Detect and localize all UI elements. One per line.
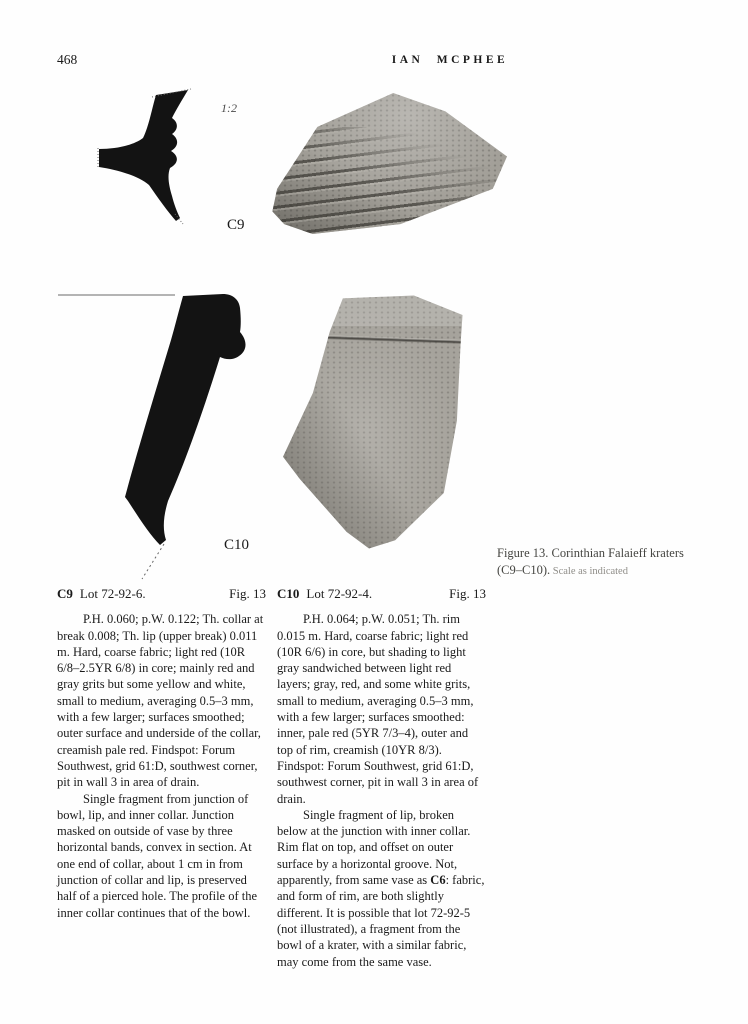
figure-caption bbox=[497, 545, 693, 580]
c9-sherd-photo bbox=[270, 93, 507, 234]
page-number: 468 bbox=[57, 52, 78, 67]
entry-c9-id: C9 bbox=[57, 586, 73, 601]
entry-c10-paragraph-1: P.H. 0.064; p.W. 0.051; Th. rim 0.015 m. Hard, coarse fabric; light red (10R 6/6) in core, but shading to light gray sandwiched between light red layers; gray, red, and some white grits, small to medium, averaging 0.5–3 mm, with a few larger; surfaces smoothed: inner, pale red (5YR 7/3–4), outer and top of rim, creamish (10YR 8/3). Findspot: Forum Southwest, grid 61:D, southwest corner, pit in wall 3 in area of drain. bbox=[277, 612, 479, 806]
catalog-entry-c9 bbox=[57, 586, 266, 921]
c10-profile-shape bbox=[125, 294, 246, 545]
c10-sherd-photo bbox=[283, 290, 470, 568]
entry-c9-lot: Lot 72-92-6. bbox=[79, 586, 146, 601]
entry-c10-heading-left bbox=[277, 586, 372, 602]
figure-scale-label: 1:2 bbox=[221, 101, 237, 115]
entry-c10-id: C10 bbox=[277, 586, 300, 601]
c9-profile-shape bbox=[99, 90, 188, 221]
running-head: IAN MCPHEE bbox=[391, 54, 509, 66]
entry-c10-fig-ref: Fig. 13 bbox=[449, 586, 486, 601]
entry-c10-paragraph-2 bbox=[277, 807, 486, 970]
c9-figure-label: C9 bbox=[227, 217, 245, 233]
entry-c10-heading bbox=[277, 586, 486, 602]
c10-figure-label: C10 bbox=[224, 537, 250, 553]
entry-c10-paragraph-2-post: : fabric, and form of rim, are both slightly different. It is possible that lot 72-92-5 (not illustrated), a fragment from the bowl of a krater, with a similar fabric, may come from the same vase. bbox=[277, 873, 485, 969]
entry-c9-fig-ref: Fig. 13 bbox=[229, 586, 266, 601]
entry-c10-lot: Lot 72-92-4. bbox=[306, 586, 373, 601]
entry-c9-heading bbox=[57, 586, 266, 602]
figure-caption-note: Scale as indicated bbox=[550, 566, 628, 577]
catalog-entry-c10 bbox=[277, 586, 486, 970]
entry-c10-paragraph-2-pre: Single fragment of lip, broken below at the junction with inner collar. Rim flat on top, and offset on outer surface by a horizontal groove. Not, apparently, from same vase as bbox=[277, 807, 471, 888]
figure-caption-main: Figure 13. Corinthian Falaieff kraters (C9–C10). bbox=[497, 546, 684, 577]
c10-break-hatch-tip bbox=[142, 544, 164, 579]
entry-c9-paragraph-1: P.H. 0.060; p.W. 0.122; Th. collar at break 0.008; Th. lip (upper break) 0.011 m. Hard, coarse fabric; light red (10R 6/8–2.5YR 6/8) in core; mainly red and gray grits but some yellow and white, small to medium, averaging 0.5–3 mm, with a few larger; surfaces smoothed; outer surface and underside of the collar, creamish pale red. Findspot: Forum Southwest, grid 61:D, southwest corner, pit in wall 3 in area of drain. bbox=[57, 612, 264, 790]
entry-c10-c6-reference: C6 bbox=[430, 873, 446, 888]
entry-c9-heading-left bbox=[57, 586, 146, 602]
entry-c9-paragraph-2: Single fragment from junction of bowl, lip, and inner collar. Junction masked on outside of vase by three horizontal bands, convex in section. At one end of collar, about 1 cm in from junction of collar and lip, is preserved half of a pierced hole. The profile of the inner collar continues that of the bowl. bbox=[57, 791, 258, 920]
